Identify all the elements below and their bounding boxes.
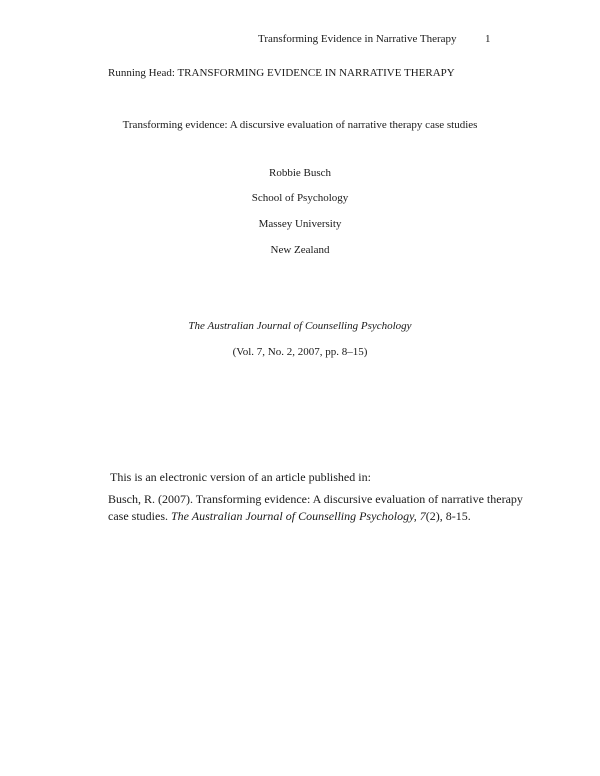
- publication-notice: This is an electronic version of an article published in:: [110, 470, 371, 484]
- journal-name: The Australian Journal of Counselling Psychology: [188, 320, 412, 332]
- page-number: 1: [485, 33, 491, 45]
- running-head: Running Head: TRANSFORMING EVIDENCE IN NARRATIVE THERAPY: [108, 67, 455, 79]
- paper-title: Transforming evidence: A discursive evaluation of narrative therapy case studies: [122, 119, 478, 131]
- citation-issue-pages: (2), 8-15.: [425, 509, 471, 523]
- citation-line-2: [108, 508, 528, 525]
- citation-line-1: Busch, R. (2007). Transforming evidence: A discursive evaluation of narrative therapy: [108, 492, 523, 506]
- citation-journal: The Australian Journal of Counselling Psychology,: [170, 509, 417, 523]
- citation: [108, 491, 528, 525]
- citation-volume: 7: [419, 509, 426, 523]
- author-country: New Zealand: [270, 244, 330, 256]
- author-name: Robbie Busch: [268, 167, 332, 179]
- page-header-title: Transforming Evidence in Narrative Therapy: [258, 33, 457, 45]
- volume-info: (Vol. 7, No. 2, 2007, pp. 8–15): [232, 346, 368, 358]
- author-university: Massey University: [258, 218, 342, 230]
- citation-prefix: case studies.: [108, 509, 171, 523]
- author-department: School of Psychology: [251, 192, 349, 204]
